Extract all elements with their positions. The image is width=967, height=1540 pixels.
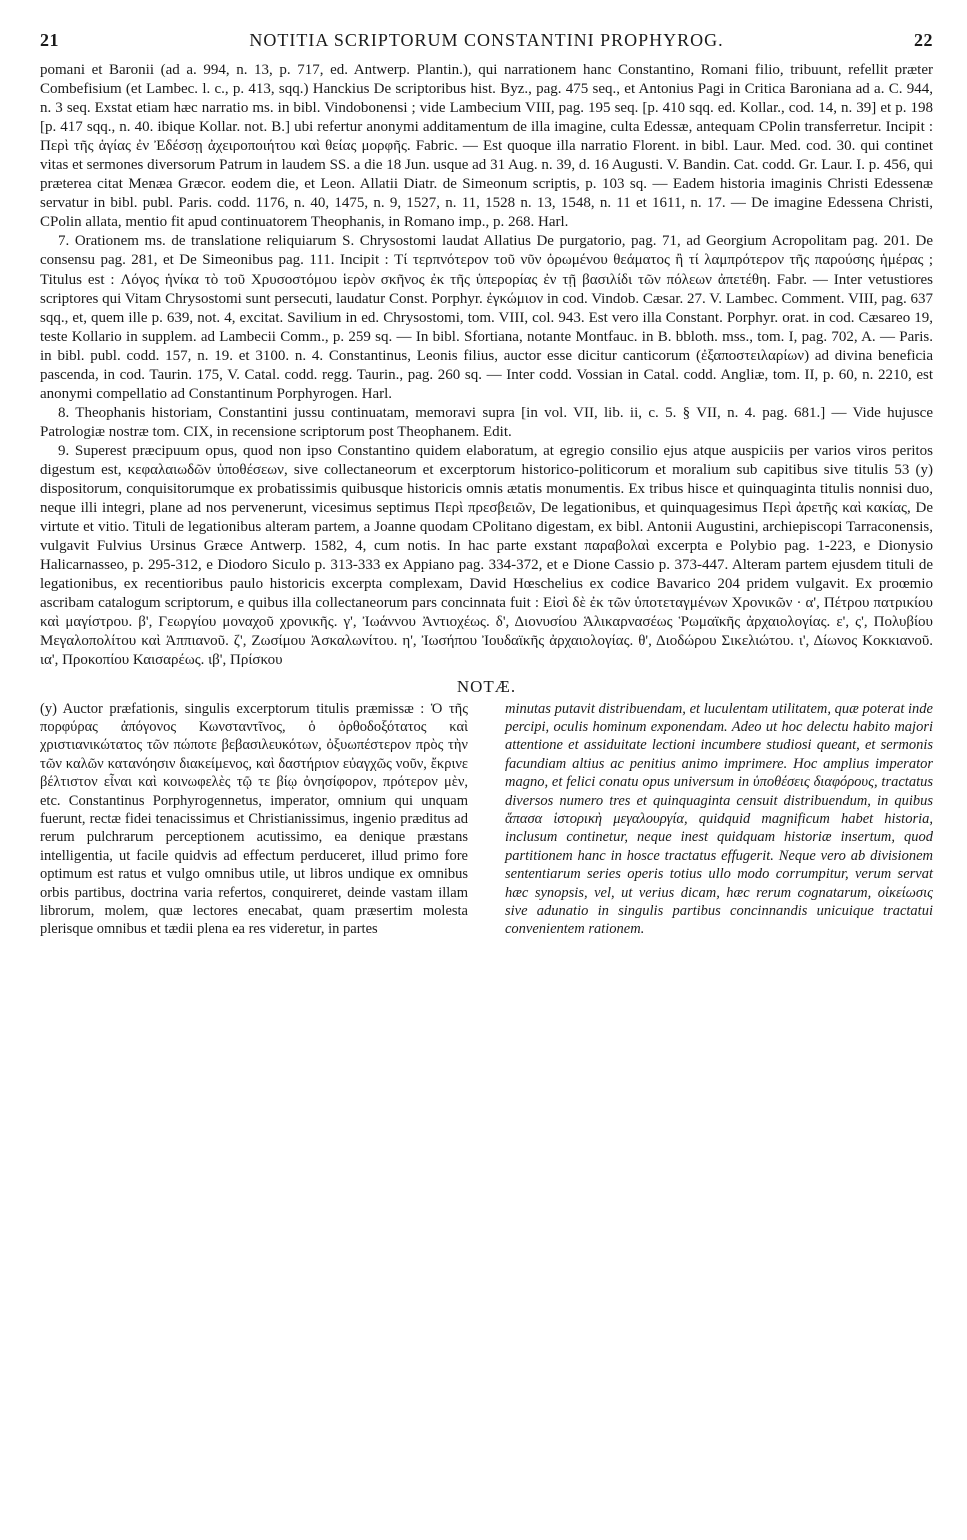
page-number-right: 22 <box>913 30 933 50</box>
main-text <box>40 61 933 671</box>
paragraph-8: 8. Theophanis historiam, Constantini jussu continuatam, memoravi supra [in vol. VII, lib. ii, c. 5. § VII, n. 4. pag. 681.] — Vide hujusce Patrologiæ nostræ tom. CIX, in recensione scriptorum post Theophanem. Edit. <box>40 404 933 440</box>
paragraph-continuation: pomani et Baronii (ad a. 994, n. 13, p. 717, ed. Antwerp. Plantin.), qui narrationem hanc Constantino, Romani filio, tribuunt, refellit præter Combefisium (et Lambec. l. c., p. 413, sqq.) Hanckius De scriptoribus hist. Byz., pag. 475 seq., et Antonius Pagi in Critica Baroniana ad a. C. 944, n. 3 seq. Exstat etiam hæc narratio ms. in bibl. Vindobonensi ; vide Lambecium VIII, pag. 195 seq. [p. 410 sqq. ed. Kollar., cod. 14, n. 39] et p. 198 [p. 417 sqq., n. 40. ibique Kollar. not. B.] ubi refertur anonymi additamentum de illa imagine, culta Edessæ, antequam CPolin transferretur. Incipit : Περὶ τῆς ἁγίας ἐν Ἐδέσσῃ ἀχειροποιήτου καὶ θείας μορφῆς. Fabric. — Est quoque illa narratio Florent. in bibl. Laur. Med. cod. 30. qui continet vitas et sermones diversorum Patrum in laudem SS. a die 18 Jun. usque ad 31 Aug. n. 39, d. 16 Augusti. V. Bandin. Cat. codd. Gr. Laur. I. p. 456, qui præterea citat Menæa Græcor. eodem die, et Leon. Allatii Diatr. de Simeonum scriptis, p. 103 sq. — Eadem historia imaginis Christi Edessenæ servatur in bibl. publ. Paris. codd. 1176, n. 40, 1475, n. 9, 1527, n. 11, 1528 n. 13, 1548, n. 11 et 1611, n. 17. — De imagine Edessena Christi, CPolin allata, mentio fit apud continuatorem Theophanis, in Romano imp., p. 268. Harl. <box>40 62 933 231</box>
notes-heading: NOTÆ. <box>456 676 517 696</box>
paragraph-9: 9. Superest præcipuum opus, quod non ipso Constantino quidem elaboratum, at egregio consilio ejus atque auspiciis per varios viros peritos digestum est, κεφαλαιωδῶν ὑποθέσεων, sive collectaneorum et excerptorum historico-politicorum et moralium sub capitibus sive titulis 53 (y) dispositorum, conquisitorumque ex probatissimis quibusque historicis omnis ætatis monumentis. Ex tribus hisce et quinquaginta titulis nonnisi duo, neque illi integri, plane ad nos pervenerunt, vicesimus septimus Περὶ πρεσβειῶν, De legationibus, et quinquagesimus Περὶ ἀρετῆς καὶ κακίας, De virtute et vitio. Tituli de legationibus alteram partem, a Joanne quodam CPolitano digestam, ex bibl. Antonii Augustini, archiepiscopi Tarraconensis, vulgavit Fulvius Ursinus Græce Antwerp. 1582, 4, cum notis. In hac parte exstant παραβολαὶ excerpta e Polybio pag. 1-223, e Dionysio Halicarnasseo, p. 295-312, e Diodoro Siculo p. 313-333 ex Appiano pag. 334-372, et e Dione Cassio p. 373-447. Alteram partem ejusdem tituli de legationibus, ex recentioribus paulo historicis excerpta complexam, David Hœschelius ex codice Bavarico 204 pridem vulgavit. Ex proœmio ascribam catalogum scriptorum, e quibus illa collectaneorum pars concinnata fuit : Εἰσὶ δὲ ἐκ τῶν ὑποτεταγμένων Χρονικῶν · α', Πέτρου πατρικίου καὶ μαγίστρου. β', Γεωργίου μοναχοῦ χρονικῆς. γ', Ἰωάννου Ἀντιοχέως. δ', Διονυσίου Ἁλικαρνασέως Ῥωμαϊκῆς ἀρχαιολογίας. ε', ς', Πολυβίου Μεγαλοπολίτου καὶ Ἀππιανοῦ. ζ', Ζωσίμου Ἀσκαλωνίτου. η', Ἰωσήπου Ἰουδαϊκῆς ἀρχαιολογίας. θ', Διοδώρου Σικελιώτου. ι', Δίωνος Κοκκιανοῦ. ια', Προκοπίου Καισαρέως. ιβ', Πρίσκου <box>40 442 933 669</box>
page-number-left: 21 <box>40 30 59 50</box>
running-title: NOTITIA SCRIPTORUM CONSTANTINI PROPHYROG. <box>249 30 724 50</box>
paragraph-7: 7. Orationem ms. de translatione reliquiarum S. Chrysostomi laudat Allatius De purgatorio, pag. 71, ad Georgium Acropolitam pag. 201. De consensu pag. 281, et De Simeonibus pag. 111. Incipit : Τί τερπνότερον τοῦ νῦν ὁρωμένου θεάματος ἢ τί λαμπρότερον τῆς παρούσης ἡμέρας ; Titulus est : Λόγος ἡνίκα τὸ τοῦ Χρυσοστόμου ἱερὸν σκῆνος ἐκ τῆς ὑπερορίας ἐν τῇ βασιλίδι τῶν πόλεων ἀπετέθη. Fabr. — Inter vetustiores scriptores qui Vitam Chrysostomi sunt persecuti, laudatur Const. Porphyr. ἐγκώμιον in cod. Vindob. Cæsar. 27. V. Lambec. Comment. VIII, pag. 637 sqq., et, quem ille p. 639, not. 4, excitat. Savilium in ed. Chrysostomi, tom. VIII, col. 943. Est vero illa Constant. Porphyr. orat. in cod. Cæsareo 19, teste Kollario in supplem. ad Lambecii Comm., p. 259 sq. — In bibl. Sfortiana, notante Montfauc. in B. bbloth. mss., tom. I, pag. 702, A. — Paris. in bibl. publ. codd. 157, n. 19. et 3100. n. 4. Constantinus, Leonis filius, auctor esse dicitur canticorum (ἐξαποστειλαρίων) ad divina beneficia pascenda, in cod. Taurin. 175, V. Catal. codd. regg. Taurin., pag. 260 sq. — Inter codd. Vossian in Catal. codd. Angliæ, tom. II, p. 60, n. 2210, est anonymi compellatio ad Constantinum Porphyrogen. Harl. <box>40 233 933 402</box>
footnotes <box>40 700 933 939</box>
running-header <box>40 30 933 51</box>
footnote-column-right: minutas putavit distribuendam, et luculentam utilitatem, quæ poterat inde percipi, oculis hominum exponendam. Adeo ut hoc delectu habito majori attentione et assiduitate lectioni incumbere studiosi queant, et sermonis facundiam altius ac penitius animo imprimere. Hoc amplius imperator magno, et felici conatu opus universum in ὑποθέσεις διαφόρους, tractatus diversos numero tres et quinquaginta censuit distribuendum, in quibus ἅπασα ἱστορικὴ μεγαλουργία, quidquid magnificum habet historia, inclusum continetur, neque inest quidquam historiæ insertum, quod partitionem hanc in hosce tractatus effugerit. Neque vero ab divisionem sententiarum series operis totius ullo modo corrumpitur, verum servat hæc synopsis, vel, ut verius dicam, hæc rerum cognatarum, οἰκείωσις sive adunatio in singulis partibus concinnandis unicuique tractatui convenientem rationem. <box>505 700 933 938</box>
footnote-column-left: (y) Auctor præfationis, singulis excerptorum titulis præmissæ : Ὁ τῆς πορφύρας ἀπόγονος Κωνσταντῖνος, ὁ ὀρθοδοξότατος καὶ χριστιανικώτατος τῶν πώποτε βεβασιλευκότων, ὀξυωπέστερον πρὸς τὴν τῶν καλῶν κατανόησιν διακείμενος, καὶ δαστήριον εὐαγχῶς νοῦν, ἔκρινε βέλτιστον εἶναι καὶ κοινωφελὲς τῷ τε βίῳ ὀνησίφορον, πρότερον μὲν, etc. Constantinus Porphyrogennetus, imperator, omnium qui unquam fuerunt, rectæ fidei tenacissimus et Christianissimus, ingenio præditus ad rerum pulchrarum perceptionem acutissimo, ea denique præstans intelligentia, ut facile quidvis ad effectum perduceret, illud primo fore optimum est ratus et vulgo omnibus utile, ut libros undique ex omnibus orbis partibus, doctrina varia refertos, conquireret, deinde vastam illam librorum, molem, quæ lectores enecabat, quam præsertim molesta plerisque omnibus et tædii plena ea res videretur, in partes <box>40 700 468 938</box>
